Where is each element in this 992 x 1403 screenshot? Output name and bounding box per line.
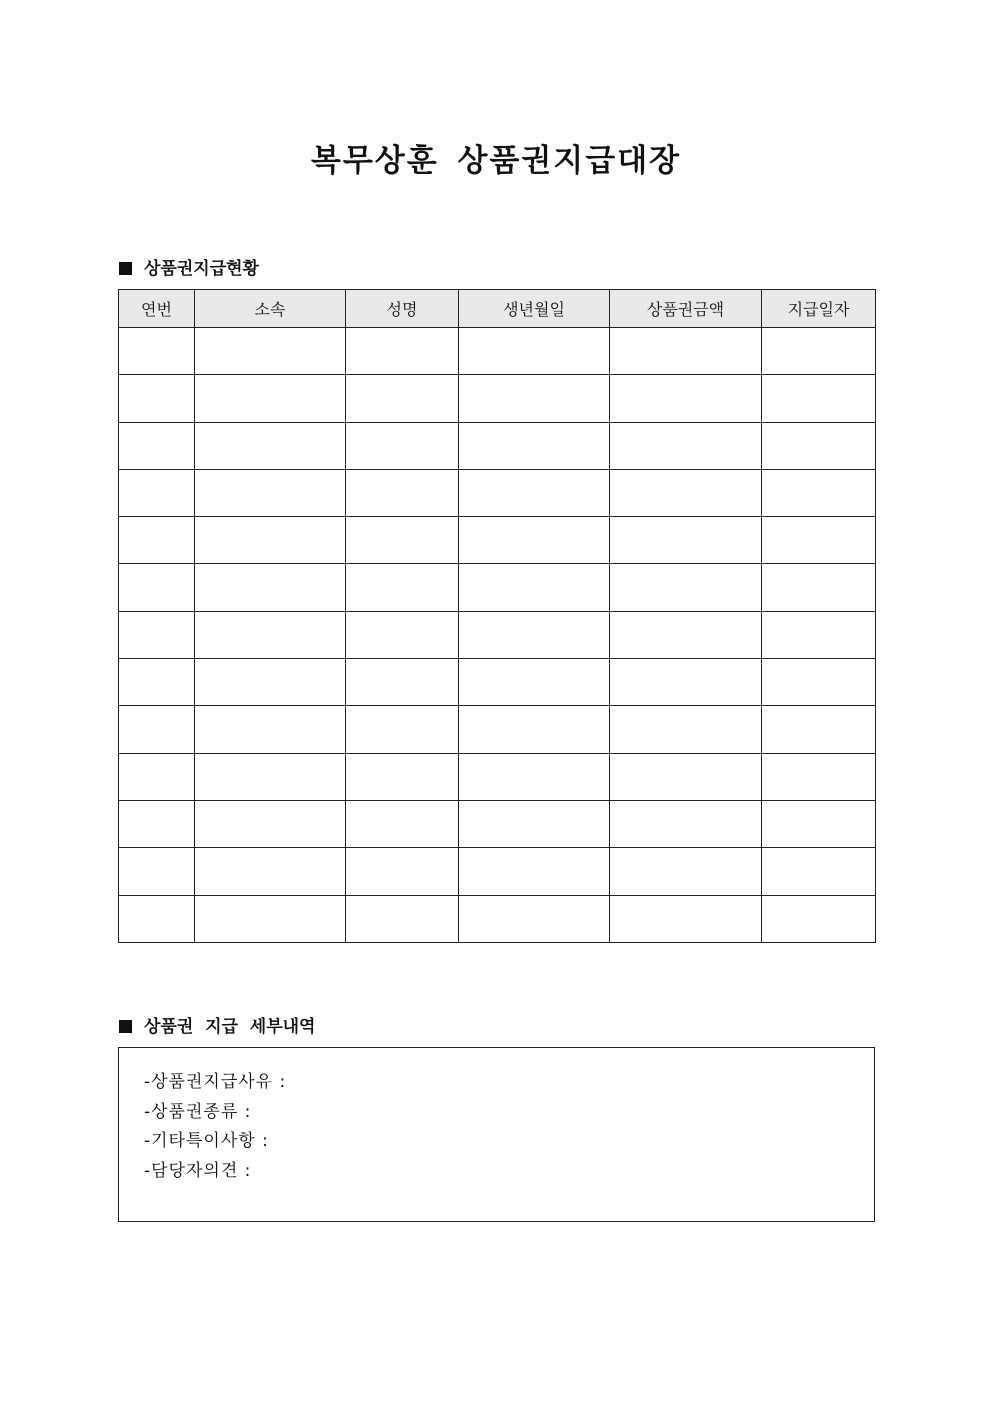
table-cell[interactable] — [346, 469, 459, 516]
table-cell[interactable] — [119, 848, 195, 895]
table-cell[interactable] — [119, 706, 195, 753]
column-header-name: 성명 — [346, 290, 459, 328]
table-row — [119, 848, 876, 895]
table-cell[interactable] — [346, 564, 459, 611]
table-cell[interactable] — [610, 800, 762, 847]
table-cell[interactable] — [762, 848, 876, 895]
section-heading-grant-status — [119, 254, 259, 279]
table-cell[interactable] — [119, 611, 195, 658]
column-header-voucher-amount: 상품권금액 — [610, 290, 762, 328]
table-cell[interactable] — [459, 848, 610, 895]
table-cell[interactable] — [195, 800, 346, 847]
table-cell[interactable] — [195, 328, 346, 375]
table-cell[interactable] — [459, 611, 610, 658]
table-cell[interactable] — [195, 659, 346, 706]
detail-line-reason: -상품권지급사유 : — [144, 1072, 287, 1092]
table-cell[interactable] — [762, 706, 876, 753]
column-header-payment-date: 지급일자 — [762, 290, 876, 328]
table-cell[interactable] — [762, 753, 876, 800]
table-cell[interactable] — [610, 469, 762, 516]
table-row — [119, 706, 876, 753]
table-cell[interactable] — [459, 706, 610, 753]
table-header-row — [119, 290, 876, 328]
table-cell[interactable] — [762, 469, 876, 516]
table-cell[interactable] — [459, 564, 610, 611]
table-cell[interactable] — [610, 706, 762, 753]
table-cell[interactable] — [459, 517, 610, 564]
table-cell[interactable] — [459, 375, 610, 422]
table-row — [119, 659, 876, 706]
table-cell[interactable] — [610, 328, 762, 375]
table-row — [119, 422, 876, 469]
table-cell[interactable] — [195, 469, 346, 516]
table-cell[interactable] — [762, 611, 876, 658]
table-cell[interactable] — [762, 375, 876, 422]
table-cell[interactable] — [459, 659, 610, 706]
table-cell[interactable] — [346, 517, 459, 564]
table-cell[interactable] — [346, 422, 459, 469]
square-bullet-icon — [119, 262, 132, 275]
table-cell[interactable] — [119, 517, 195, 564]
table-row — [119, 564, 876, 611]
table-cell[interactable] — [119, 895, 195, 942]
table-row — [119, 375, 876, 422]
table-cell[interactable] — [459, 753, 610, 800]
table-cell[interactable] — [762, 659, 876, 706]
grant-details-box — [118, 1047, 875, 1222]
table-cell[interactable] — [119, 659, 195, 706]
table-cell[interactable] — [459, 469, 610, 516]
table-cell[interactable] — [195, 753, 346, 800]
table-cell[interactable] — [346, 800, 459, 847]
table-row — [119, 753, 876, 800]
table-row — [119, 611, 876, 658]
table-cell[interactable] — [610, 895, 762, 942]
table-row — [119, 517, 876, 564]
section-heading-grant-details — [119, 1012, 315, 1037]
detail-line-manager-opinion: -담당자의견 : — [144, 1160, 252, 1181]
table-cell[interactable] — [459, 800, 610, 847]
table-cell[interactable] — [762, 800, 876, 847]
table-cell[interactable] — [459, 422, 610, 469]
table-cell[interactable] — [119, 800, 195, 847]
table-cell[interactable] — [610, 753, 762, 800]
column-header-department: 소속 — [195, 290, 346, 328]
table-cell[interactable] — [195, 706, 346, 753]
table-cell[interactable] — [195, 564, 346, 611]
table-cell[interactable] — [195, 517, 346, 564]
table-cell[interactable] — [119, 375, 195, 422]
table-cell[interactable] — [610, 848, 762, 895]
table-cell[interactable] — [346, 848, 459, 895]
section-heading-text: 상품권 지급 세부내역 — [144, 1017, 316, 1037]
table-cell[interactable] — [459, 328, 610, 375]
table-row — [119, 328, 876, 375]
table-cell[interactable] — [195, 422, 346, 469]
column-header-serial: 연번 — [119, 290, 195, 328]
detail-line-other-notes: -기타특이사항 : — [144, 1131, 269, 1151]
table-cell[interactable] — [610, 422, 762, 469]
table-cell[interactable] — [346, 659, 459, 706]
table-cell[interactable] — [119, 753, 195, 800]
document-title: 복무상훈 상품권지급대장 — [310, 143, 682, 179]
table-cell[interactable] — [119, 328, 195, 375]
table-cell[interactable] — [610, 375, 762, 422]
table-cell[interactable] — [119, 469, 195, 516]
table-cell[interactable] — [762, 895, 876, 942]
table-cell[interactable] — [119, 422, 195, 469]
table-cell[interactable] — [610, 564, 762, 611]
table-cell[interactable] — [346, 611, 459, 658]
table-cell[interactable] — [762, 422, 876, 469]
table-cell[interactable] — [119, 564, 195, 611]
table-row — [119, 800, 876, 847]
table-cell[interactable] — [762, 517, 876, 564]
table-cell[interactable] — [610, 659, 762, 706]
table-cell[interactable] — [346, 753, 459, 800]
table-row — [119, 895, 876, 942]
table-cell[interactable] — [762, 328, 876, 375]
table-cell[interactable] — [459, 895, 610, 942]
table-cell[interactable] — [195, 375, 346, 422]
table-row — [119, 469, 876, 516]
square-bullet-icon — [119, 1020, 132, 1033]
table-cell[interactable] — [346, 706, 459, 753]
column-header-birthdate: 생년월일 — [459, 290, 610, 328]
grant-table-body — [119, 328, 876, 943]
table-cell[interactable] — [610, 611, 762, 658]
grant-status-table — [118, 289, 876, 943]
section-heading-text: 상품권지급현황 — [144, 259, 259, 279]
table-cell[interactable] — [346, 328, 459, 375]
table-cell[interactable] — [346, 895, 459, 942]
table-cell[interactable] — [346, 375, 459, 422]
table-cell[interactable] — [195, 895, 346, 942]
table-cell[interactable] — [610, 517, 762, 564]
detail-line-voucher-type: -상품권종류 : — [144, 1101, 252, 1122]
table-cell[interactable] — [195, 611, 346, 658]
table-cell[interactable] — [195, 848, 346, 895]
table-cell[interactable] — [762, 564, 876, 611]
